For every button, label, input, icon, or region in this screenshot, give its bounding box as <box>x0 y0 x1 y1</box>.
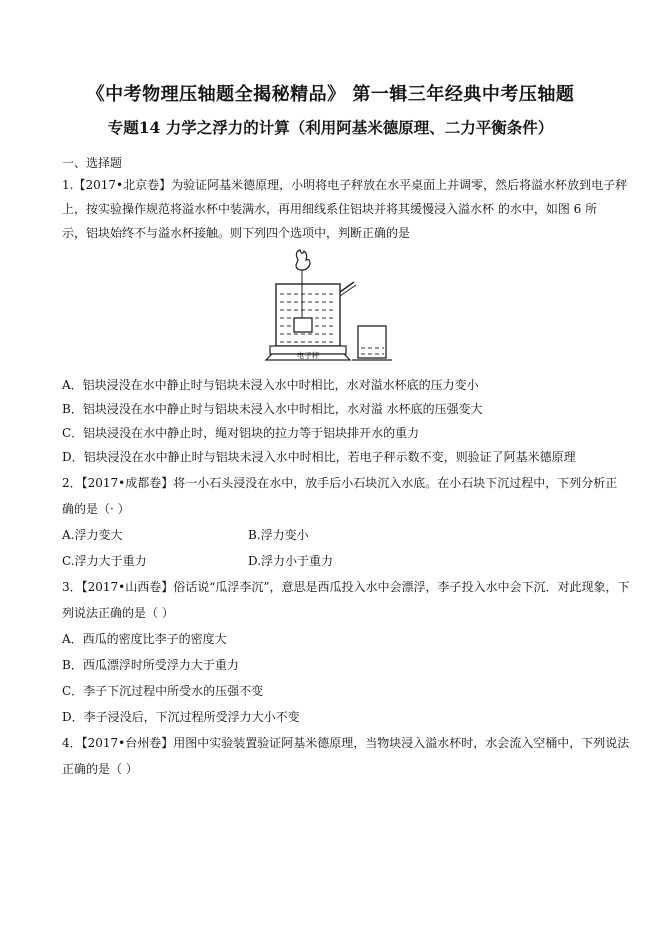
question-2-line-2: 确的是（· ） <box>62 502 130 516</box>
question-3-option-b: B．西瓜漂浮时所受浮力大于重力 <box>62 658 239 672</box>
question-2-option-b: B.浮力变小 <box>248 528 309 542</box>
document-title: 《中考物理压轴题全揭秘精品》 第一辑三年经典中考压轴题 <box>86 84 575 105</box>
overflow-cup-diagram <box>264 248 394 366</box>
section-heading: 一、选择题 <box>62 156 123 170</box>
question-3-option-d: D．李子浸没后，下沉过程所受浮力大小不变 <box>62 710 300 724</box>
hand-icon <box>296 250 310 270</box>
question-1-option-b: B．铝块浸没在水中静止时与铝块未浸入水中时相比，水对溢 水杯底的压强变大 <box>62 402 483 416</box>
question-2-option-a: A.浮力变大 <box>62 528 123 542</box>
question-2-option-c: C.浮力大于重力 <box>62 554 147 568</box>
question-1-option-d: D．铝块浸没在水中静止时与铝块未浸入水中时相比，若电子秤示数不变，则验证了阿基米德原理 <box>62 450 576 464</box>
document-subtitle: 专题14 力学之浮力的计算（利用阿基米德原理、二力平衡条件） <box>107 118 554 137</box>
question-1-line-3: 示，铝块始终不与溢水杯接触。则下列四个选项中，判断正确的是 <box>62 226 411 240</box>
question-1-option-c: C．铝块浸没在水中静止时，绳对铝块的拉力等于铝块排开水的重力 <box>62 426 420 440</box>
question-1-option-a: A．铝块浸没在水中静止时与铝块未浸入水中时相比，水对溢水杯底的压力变小 <box>62 378 479 392</box>
experiment-figure <box>264 248 394 370</box>
overflow-cup <box>276 284 340 346</box>
question-1-line-2: 上，按实验操作规范将溢水杯中装满水，再用细线系住铝块并将其缓慢浸入溢水杯 的水中，如图 6 所 <box>62 202 598 216</box>
cup-spout <box>340 282 354 292</box>
question-2-line-1: 2．【2017•成都卷】将一小石头浸没在水中，放手后小石块沉入水底。在小石块下沉过程中，下列分析正 <box>62 476 618 490</box>
question-3-option-c: C．李子下沉过程中所受水的压强不变 <box>62 684 264 698</box>
question-3-line-1: 3．【2017•山西卷】俗话说“瓜浮李沉”，意思是西瓜投入水中会漂浮，李子投入水中会下沉．对此现象，下 <box>62 580 630 594</box>
question-3-line-2: 列说法正确的是（ ） <box>62 606 174 620</box>
scale-label: 电子秤 <box>296 351 320 360</box>
question-1-line-1: 1.【2017•北京卷】为验证阿基米德原理，小明将电子秤放在水平桌面上并调零，然后将溢水杯放到电子秤 <box>62 178 628 192</box>
beaker-water-lines <box>361 348 384 354</box>
question-4-line-1: 4．【2017•台州卷】用图中实验装置验证阿基米德原理，当物块浸入溢水杯时，水会流入空桶中，下列说法 <box>62 736 630 750</box>
question-2-option-d: D.浮力小于重力 <box>248 554 334 568</box>
question-3-option-a: A．西瓜的密度比李子的密度大 <box>62 632 227 646</box>
catch-beaker <box>358 326 386 358</box>
aluminum-block <box>294 318 312 332</box>
question-4-line-2: 正确的是（ ） <box>62 762 138 776</box>
